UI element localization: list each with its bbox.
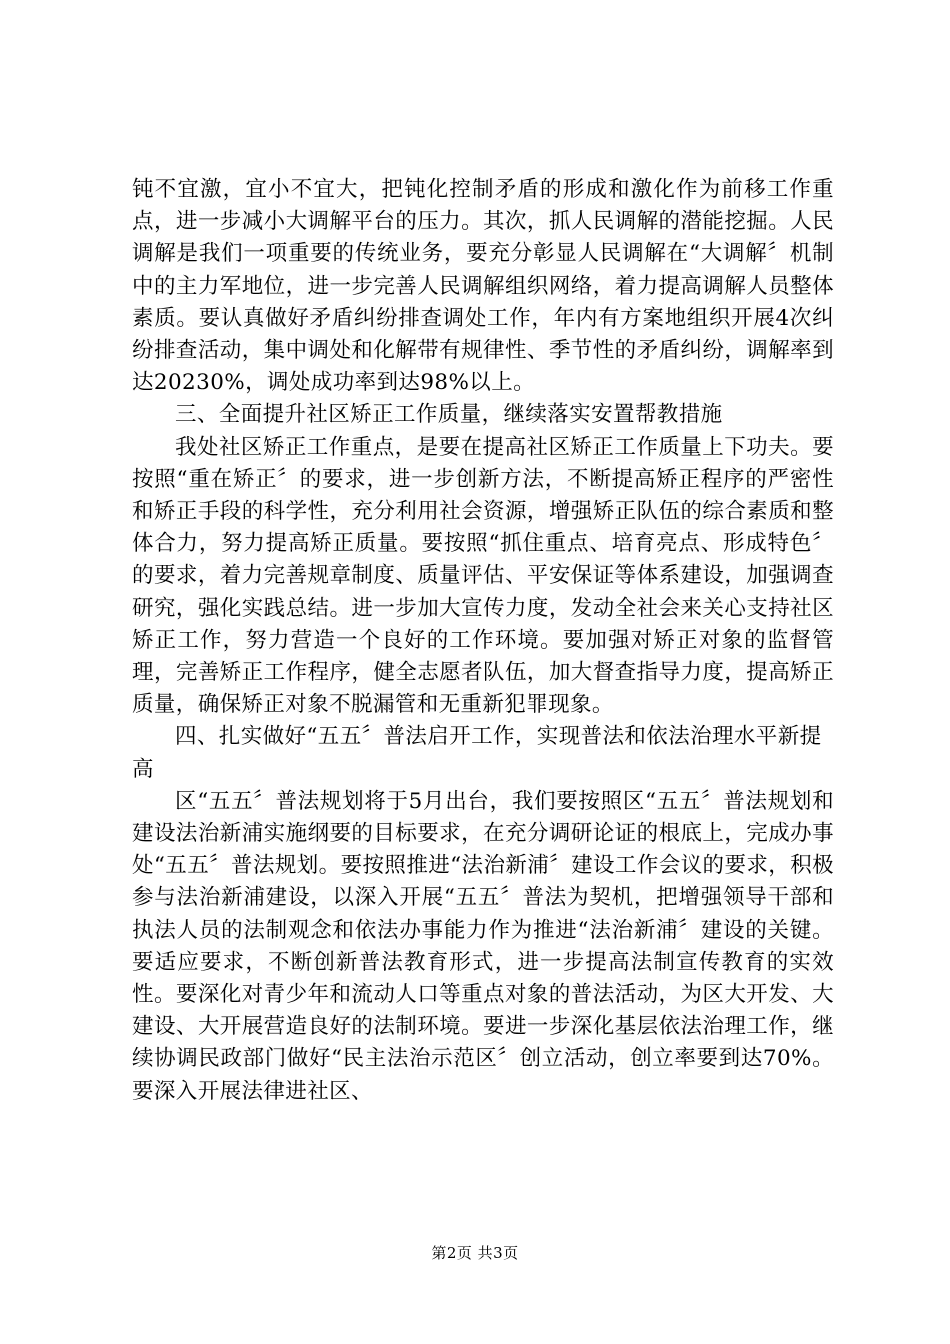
section-heading-3: 三、全面提升社区矫正工作质量，继续落实安置帮教措施 xyxy=(175,402,723,428)
document-body xyxy=(132,174,834,1108)
page-number-footer: 第2页 共3页 xyxy=(431,1244,519,1262)
paragraph-continuation: 钝不宜激，宜小不宜大，把钝化控制矛盾的形成和激化作为前移工作重点，进一步减小大调解平台的压力。其次，抓人民调解的潜能挖掘。人民调解是我们一项重要的传统业务，要充分彰显人民调解在“大调解〞机制中的主力军地位，进一步完善人民调解组织网络，着力提高调解人员整体素质。要认真做好矛盾纠纷排查调处工作，年内有方案地组织开展4次纠纷排查活动，集中调处和化解带有规律性、季节性的矛盾纠纷，调解率到达20230%，调处成功率到达98%以上。 xyxy=(132,177,834,396)
paragraph-legal-education: 区“五五〞普法规划将于5月出台，我们要按照区“五五〞普法规划和建设法治新浦实施纲要的目标要求，在充分调研论证的根底上，完成办事处“五五〞普法规划。要按照推进“法治新浦〞建设工作会议的要求，积极参与法治新浦建设，以深入开展“五五〞普法为契机，把增强领导干部和执法人员的法制观念和依法办事能力作为推进“法治新浦〞建设的关键。要适应要求，不断创新普法教育形式，进一步提高法制宣传教育的实效性。要深化对青少年和流动人口等重点对象的普法活动，为区大开发、大建设、大开展营造良好的法制环境。要进一步深化基层依法治理工作，继续协调民政部门做好“民主法治示范区〞创立活动，创立率要到达70%。要深入开展法律进社区、 xyxy=(132,788,834,1104)
section-heading-4: 四、扎实做好“五五〞普法启开工作，实现普法和依法治理水平新提高 xyxy=(132,724,822,782)
paragraph-community-correction: 我处社区矫正工作重点，是要在提高社区矫正工作质量上下功夫。要按照“重在矫正〞的要求，进一步创新方法，不断提高矫正程序的严密性和矫正手段的科学性，充分利用社会资源，增强矫正队伍的综合素质和整体合力，努力提高矫正质量。要按照“抓住重点、培育亮点、形成特色〞的要求，着力完善规章制度、质量评估、平安保证等体系建设，加强调查研究，强化实践总结。进一步加大宣传力度，发动全社会来关心支持社区矫正工作，努力营造一个良好的工作环境。要加强对矫正对象的监督管理，完善矫正工作程序，健全志愿者队伍，加大督查指导力度，提高矫正质量，确保矫正对象不脱漏管和无重新犯罪现象。 xyxy=(132,434,834,718)
